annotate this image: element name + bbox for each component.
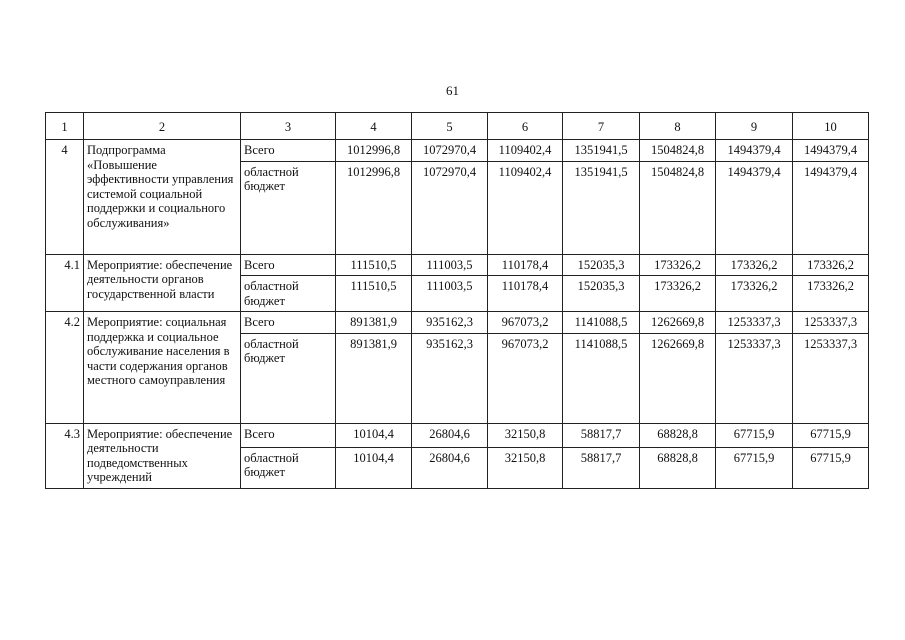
funding-source: Всего [241, 254, 336, 276]
value-cell: 1141088,5 [563, 333, 640, 423]
value-cell: 935162,3 [412, 312, 488, 334]
value-cell: 1504824,8 [640, 140, 716, 162]
value-cell: 67715,9 [716, 423, 793, 447]
value-cell: 110178,4 [488, 276, 563, 312]
header-cell: 5 [412, 113, 488, 140]
value-cell: 891381,9 [336, 333, 412, 423]
row-name: Мероприятие: обеспечение деятельности подведомственных учреждений [84, 423, 241, 488]
header-cell: 7 [563, 113, 640, 140]
row-index: 4 [46, 140, 84, 255]
funding-source: Всего [241, 312, 336, 334]
funding-source: Всего [241, 140, 336, 162]
value-cell: 58817,7 [563, 423, 640, 447]
value-cell: 173326,2 [716, 276, 793, 312]
value-cell: 1253337,3 [793, 312, 869, 334]
value-cell: 1012996,8 [336, 161, 412, 254]
table-row [46, 254, 869, 276]
value-cell: 26804,6 [412, 447, 488, 488]
row-name: Мероприятие: обеспечение деятельности органов государственной власти [84, 254, 241, 312]
value-cell: 967073,2 [488, 312, 563, 334]
value-cell: 173326,2 [716, 254, 793, 276]
row-name: Мероприятие: социальная поддержка и социальное обслуживание населения в части содержания органов местного самоуправления [84, 312, 241, 424]
value-cell: 67715,9 [793, 447, 869, 488]
header-cell: 8 [640, 113, 716, 140]
value-cell: 1494379,4 [793, 161, 869, 254]
value-cell: 26804,6 [412, 423, 488, 447]
value-cell: 68828,8 [640, 447, 716, 488]
page-number: 61 [446, 83, 459, 98]
value-cell: 111003,5 [412, 276, 488, 312]
value-cell: 1141088,5 [563, 312, 640, 334]
value-cell: 891381,9 [336, 312, 412, 334]
value-cell: 173326,2 [793, 276, 869, 312]
value-cell: 111510,5 [336, 254, 412, 276]
value-cell: 1504824,8 [640, 161, 716, 254]
value-cell: 58817,7 [563, 447, 640, 488]
funding-source: областной бюджет [241, 333, 336, 423]
value-cell: 110178,4 [488, 254, 563, 276]
value-cell: 1494379,4 [716, 161, 793, 254]
value-cell: 967073,2 [488, 333, 563, 423]
value-cell: 173326,2 [793, 254, 869, 276]
funding-source: областной бюджет [241, 447, 336, 488]
budget-table [45, 112, 869, 489]
value-cell: 1072970,4 [412, 140, 488, 162]
row-index: 4.3 [46, 423, 84, 488]
value-cell: 173326,2 [640, 276, 716, 312]
value-cell: 67715,9 [793, 423, 869, 447]
value-cell: 152035,3 [563, 254, 640, 276]
value-cell: 1253337,3 [716, 312, 793, 334]
value-cell: 1012996,8 [336, 140, 412, 162]
funding-source: областной бюджет [241, 161, 336, 254]
header-cell: 3 [241, 113, 336, 140]
value-cell: 1253337,3 [793, 333, 869, 423]
value-cell: 1262669,8 [640, 312, 716, 334]
value-cell: 173326,2 [640, 254, 716, 276]
value-cell: 68828,8 [640, 423, 716, 447]
value-cell: 935162,3 [412, 333, 488, 423]
value-cell: 10104,4 [336, 423, 412, 447]
value-cell: 111510,5 [336, 276, 412, 312]
value-cell: 32150,8 [488, 423, 563, 447]
table-row [46, 140, 869, 162]
value-cell: 1351941,5 [563, 140, 640, 162]
value-cell: 1253337,3 [716, 333, 793, 423]
header-cell: 2 [84, 113, 241, 140]
funding-source: Всего [241, 423, 336, 447]
value-cell: 67715,9 [716, 447, 793, 488]
value-cell: 111003,5 [412, 254, 488, 276]
value-cell: 1262669,8 [640, 333, 716, 423]
value-cell: 1494379,4 [793, 140, 869, 162]
header-cell: 4 [336, 113, 412, 140]
value-cell: 1351941,5 [563, 161, 640, 254]
value-cell: 1494379,4 [716, 140, 793, 162]
value-cell: 32150,8 [488, 447, 563, 488]
header-cell: 1 [46, 113, 84, 140]
table-row [46, 312, 869, 334]
value-cell: 1109402,4 [488, 161, 563, 254]
header-cell: 6 [488, 113, 563, 140]
header-cell: 10 [793, 113, 869, 140]
row-name: Подпрограмма «Повышение эффективности управления системой социальной поддержки и социального обслуживания» [84, 140, 241, 255]
row-index: 4.2 [46, 312, 84, 424]
value-cell: 10104,4 [336, 447, 412, 488]
funding-source: областной бюджет [241, 276, 336, 312]
table-row [46, 423, 869, 447]
header-row [46, 113, 869, 140]
value-cell: 1072970,4 [412, 161, 488, 254]
value-cell: 152035,3 [563, 276, 640, 312]
value-cell: 1109402,4 [488, 140, 563, 162]
row-index: 4.1 [46, 254, 84, 312]
header-cell: 9 [716, 113, 793, 140]
